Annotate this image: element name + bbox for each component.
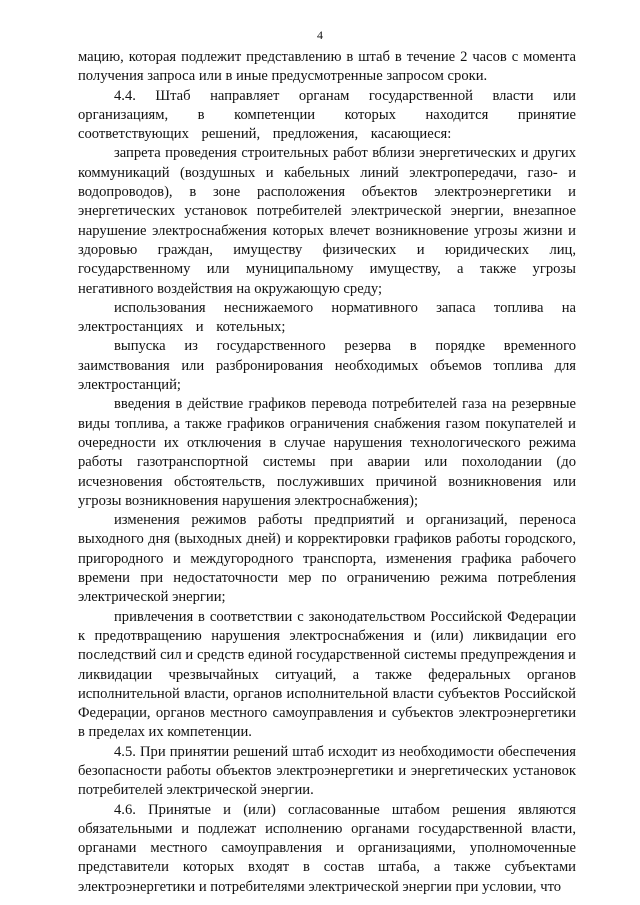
paragraph-construction-ban: запрета проведения строительных работ вблизи энергетических и других коммуникаций (воздушных и кабельных линий электропередачи, газо- и водопроводов), в зоне расположения объектов электроэнергетики и энергетических установок потребителей электрической энергии, внезапное нарушение электроснабжения которых влечет возникновение угрозы жизни и здоровью граждан, имуществу физических и юридических лиц, государственному или муниципальному имуществу, а также угрозы негативного воздействия на окружающую среду; <box>78 145 576 297</box>
document-body <box>78 48 576 897</box>
paragraph-fuel-reserve-use: использования неснижаемого нормативного запаса топлива на электростанциях и котельных; <box>78 299 576 336</box>
paragraph-section-4-5: 4.5. При принятии решений штаб исходит из необходимости обеспечения безопасности работы объектов электроэнергетики и энергетических установок потребителей электрической энергии. <box>78 743 576 799</box>
paragraph-gas-schedules: введения в действие графиков перевода потребителей газа на резервные виды топлива, а также графиков ограничения снабжения газом покупателей и очередности их отключения в случае нарушения технологического режима работы газотранспортной системы при аварии или похолодании (до исчезновения обстоятельств, послуживших причиной возникновения или угрозы возникновения нарушения электроснабжения); <box>78 396 576 509</box>
page-number: 4 <box>317 28 323 42</box>
paragraph-forces-involvement: привлечения в соответствии с законодательством Российской Федерации к предотвращению нарушения электроснабжения и (или) ликвидации его последствий сил и средств единой государственной системы предупреждения и ликвидации чрезвычайных ситуаций, а также федеральных органов исполнительной власти, органов исполнительной власти субъектов Российской Федерации, органов местного самоуправления и субъектов электроэнергетики в пределах их компетенции. <box>78 608 576 741</box>
paragraph-work-mode-changes: изменения режимов работы предприятий и организаций, переноса выходного дня (выходных дней) и корректировки графиков работы городского, пригородного и междугородного транспорта, изменения графика рабочего времени при недостаточности мер по ограничению режима потребления электрической энергии; <box>78 512 576 606</box>
paragraph-continuation: мацию, которая подлежит представлению в штаб в течение 2 часов с момента получения запроса или в иные предусмотренные запросом сроки. <box>78 49 576 85</box>
paragraph-state-reserve-release: выпуска из государственного резерва в порядке временного заимствования или разбронирования необходимых объемов топлива для электростанций; <box>78 338 576 394</box>
paragraph-section-4-6: 4.6. Принятые и (или) согласованные штабом решения являются обязательными и подлежат исполнению органами государственной власти, органами местного самоуправления и организациями, уполномоченные представители которых входят в состав штаба, а также субъектами электроэнергетики и потребителями электрической энергии при условии, что <box>78 801 576 895</box>
paragraph-section-4-4: 4.4. Штаб направляет органам государственной власти или организациям, в компетенции которых находится принятие соответствующих решений, предложения, касающиеся: <box>78 87 576 143</box>
